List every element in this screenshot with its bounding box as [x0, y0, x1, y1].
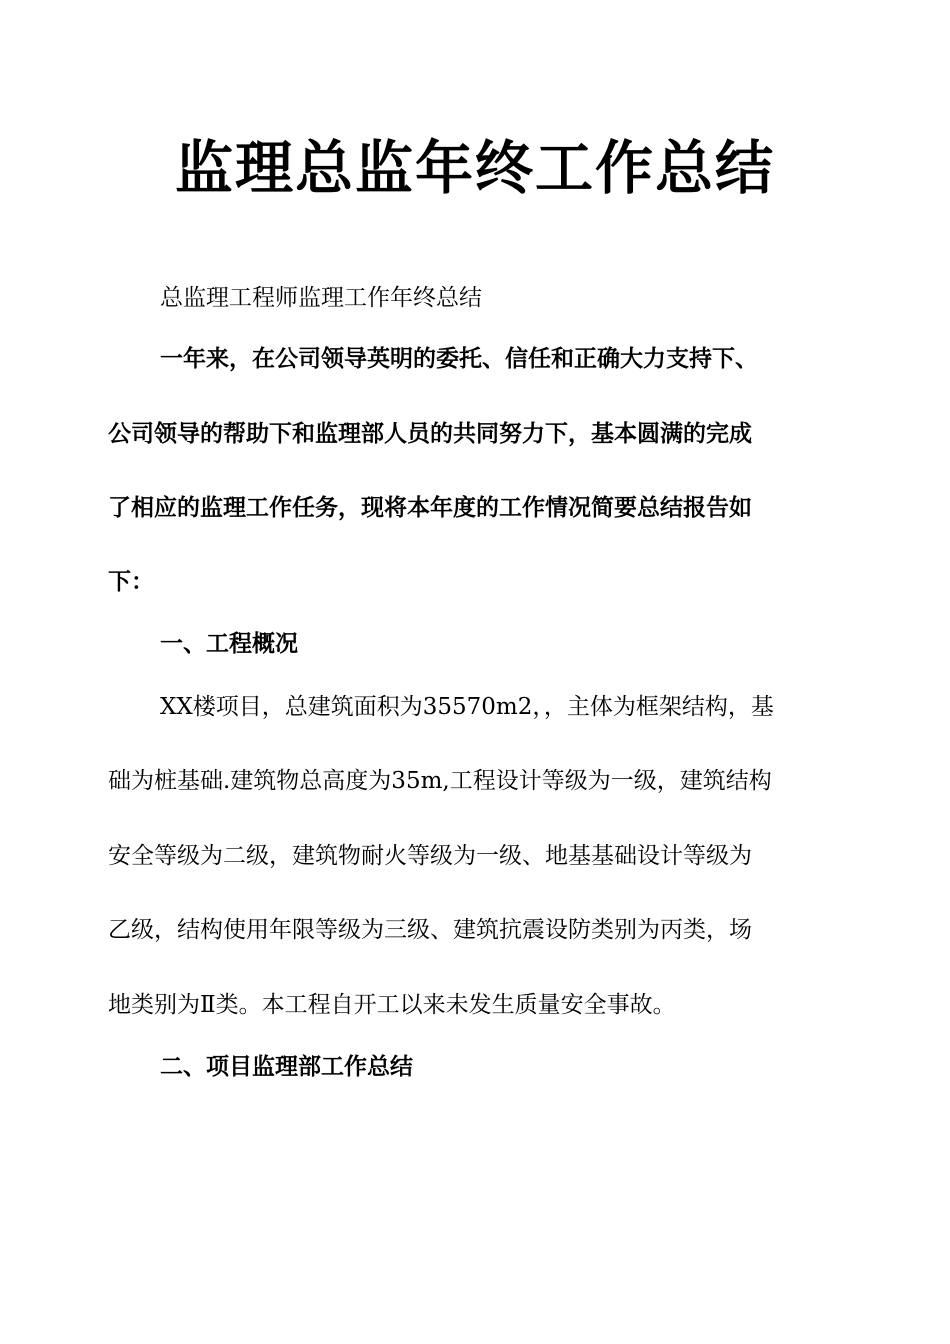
body-line: XX楼项目，总建筑面积为35570m2，，主体为框架结构，基	[160, 694, 774, 720]
document-subtitle: 总监理工程师监理工作年终总结	[160, 285, 482, 311]
intro-line: 下：	[108, 569, 154, 595]
intro-line: 公司领导的帮助下和监理部人员的共同努力下，基本圆满的完成	[108, 421, 752, 447]
intro-line: 一年来，在公司领导英明的委托、信任和正确大力支持下、	[160, 346, 758, 372]
section-heading: 二、项目监理部工作总结	[160, 1054, 413, 1080]
body-line: 安全等级为二级，建筑物耐火等级为一级、地基基础设计等级为	[108, 843, 752, 869]
body-line: 地类别为Ⅱ类。本工程自开工以来未发生质量安全事故。	[108, 992, 676, 1018]
section-heading: 一、工程概况	[160, 631, 298, 657]
body-line: 乙级，结构使用年限等级为三级、建筑抗震设防类别为丙类，场	[108, 917, 752, 943]
intro-line: 了相应的监理工作任务，现将本年度的工作情况简要总结报告如	[108, 495, 752, 521]
body-line: 础为桩基础.建筑物总高度为35m,工程设计等级为一级，建筑结构	[108, 768, 772, 794]
document-title: 监理总监年终工作总结	[174, 134, 775, 202]
